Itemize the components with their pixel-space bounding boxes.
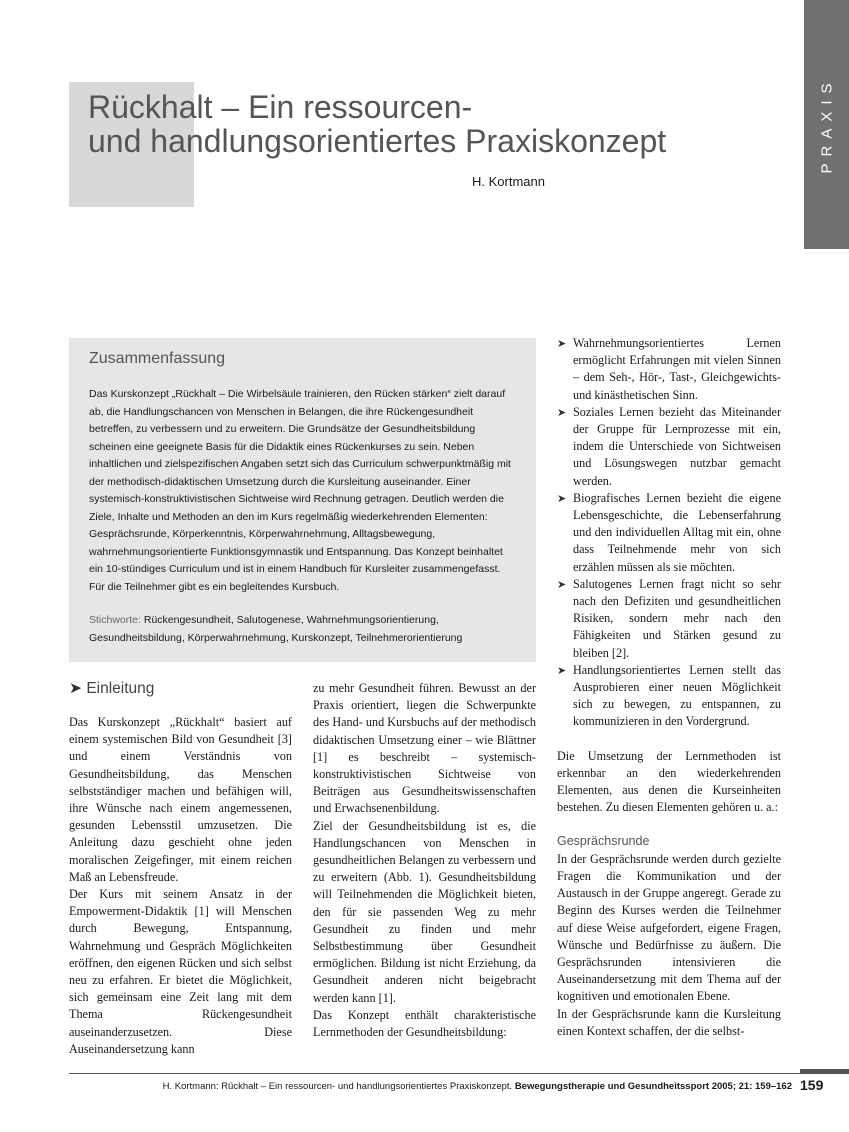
intro-paragraph-2: Der Kurs mit seinem Ansatz in der Empowerment-Didaktik [1] will Menschen durch Bewegung, Entspannung, Wahrnehmung und Gespräch Möglichkeiten eröffnen, den eigenen Rücken und sich selbst neu zu erfahren. Er bietet die Möglichkeit, sich gemeinsam eine Zeit lang mit dem Thema Rückengesundheit auseinanderzusetzen. Diese Auseinandersetzung kann <box>69 887 292 1056</box>
arrow-icon: ➤ <box>557 663 567 677</box>
footer-citation <box>69 1081 792 1092</box>
intro-paragraph-4: Ziel der Gesundheitsbildung ist es, die Handlungschancen von Menschen in gesundheitlichen Belangen zu verbessern und zu erweitern (Abb. 1). Gesundheitsbildung will Teilnehmenden die Möglichkeit bieten, den für sie passenden Weg zu mehr Gesundheit zu finden und mehr Selbstbestimmung über Gesundheit ermöglichen. Bildung ist nicht Erziehung, da Gesundheit anderen nicht beigebracht werden kann [1]. <box>313 818 536 1005</box>
methods-list <box>557 335 781 731</box>
footer-journal: Bewegungstherapie und Gesundheitssport 2005; 21: 159–162 <box>514 1081 792 1092</box>
intro-heading-text: Einleitung <box>86 680 155 697</box>
title-line-1: Rückhalt – Ein ressourcen- <box>88 89 473 125</box>
intro-paragraph-3: zu mehr Gesundheit führen. Bewusst an der Praxis orientiert, liegen die Schwerpunkte des Hand- und Kursbuchs auf der methodisch didaktischen Umsetzung einer – wie Blättner [1] es beschreibt – systemisch-konstruktivistischen Sichtweise von Beiträgen aus Gesundheitswissenschaften und Erwachsenenbildung. <box>313 681 536 816</box>
author: H. Kortmann <box>472 174 545 189</box>
section-tab-label: PRAXIS <box>818 76 835 174</box>
abstract-box <box>69 338 536 662</box>
gespraech-paragraph-1: In der Gesprächsrunde werden durch gezielte Fragen die Kommunikation und der Austausch in der Gruppe angeregt. Gerade zu Beginn des Kurses werden die Teilnehmer auf diese Weise aufgefordert, eigene Fragen, Wünsche und Bedürfnisse zu äußern. Die Gesprächsrunden intensivieren die Auseinandersetzung mit dem Thema auf der kognitiven und emotionalen Ebene. <box>557 851 781 1004</box>
arrow-icon: ➤ <box>69 679 82 697</box>
list-item: ➤ Wahrnehmungsorientiertes Lernen ermöglicht Erfahrungen mit vielen Sinnen – dem Seh-, Hör-, Tast-, Gleichgewichts- und kinästhetischen Sinn. <box>557 336 781 402</box>
footer-citation-text: H. Kortmann: Rückhalt – Ein ressourcen- und handlungsorientiertes Praxiskonzept. <box>162 1081 513 1092</box>
column-3 <box>557 335 781 1040</box>
keywords-label: Stichworte: <box>89 614 141 626</box>
gespraech-heading: Gesprächsrunde <box>557 834 650 849</box>
gespraech-paragraph-2: In der Gesprächsrunde kann die Kursleitung einen Kontext schaffen, der die selbst- <box>557 1006 781 1038</box>
arrow-icon: ➤ <box>557 491 567 505</box>
intro-paragraph-5: Das Konzept enthält charakteristische Lernmethoden der Gesundheitsbildung: <box>313 1007 536 1040</box>
abstract-heading: Zusammenfassung <box>89 350 226 367</box>
list-item: ➤ Soziales Lernen bezieht das Miteinander der Gruppe für Lernprozesse mit ein, indem die Unterschiede von Sichtweisen und Lösungswegen nutzbar gemacht werden. <box>557 404 781 488</box>
column-1 <box>69 680 292 1058</box>
page-number: 159 <box>800 1077 824 1093</box>
arrow-icon: ➤ <box>557 405 567 419</box>
abstract-body: Das Kurskonzept „Rückhalt – Die Wirbelsäule trainieren, den Rücken stärken“ zielt darauf ab, die Handlungschancen von Menschen in Belangen, die ihre Rückengesundheit betreffen, zu verbessern und zu erweitern. Die Grundsätze der Gesundheitsbildung scheinen eine geeignete Basis für die Didaktik eines Rückenkurses zu sein. Neben inhaltlichen und zielspezifischen Angaben setzt sich das Curriculum schwerpunktmäßig mit der methodisch-didaktischen Umsetzung durch die Kursleitung auseinander. Einer systemisch-konstruktivistischen Sichtweise wird Rechnung getragen. Deutlich werden die Ziele, Inhalte und Methoden an den im Kurs regelmäßig wiederkehrenden Elementen: Gesprächsrunde, Körperkenntnis, Körperwahrnehmung, Alltagsbewegung, wahrnehmungsorientierte Funktionsgymnastik und Entspannung. Das Konzept beinhaltet ein 10-stündiges Curriculum und ist in einem Handbuch für Kursleiter zusammengefasst. Für die Teilnehmer gibt es ein begleitendes Kursbuch. <box>89 388 511 593</box>
column-2 <box>313 680 536 1041</box>
section-tab <box>804 0 849 249</box>
list-item: ➤ Biografisches Lernen bezieht die eigene Lebensgeschichte, die Lebenserfahrung und den individuellen Alltag mit ein, ohne dass Teilnehmende mehr von sich erzählen müssen als sie möchten. <box>557 490 781 574</box>
intro-heading <box>69 680 292 697</box>
arrow-icon: ➤ <box>557 577 567 591</box>
arrow-icon: ➤ <box>557 337 567 350</box>
list-item: ➤ Salutogenes Lernen fragt nicht so sehr nach den Defiziten und gesundheitlichen Risiken, sondern mehr nach den Fähigkeiten und Stärken gesund zu bleiben [2]. <box>557 576 781 660</box>
footer-rule <box>69 1073 849 1074</box>
article-title <box>88 90 666 158</box>
keywords <box>89 612 517 647</box>
title-line-2: und handlungsorientiertes Praxiskonzept <box>88 123 667 159</box>
list-item: ➤ Handlungsorientiertes Lernen stellt das Ausprobieren einer neuen Möglichkeit sich zu bewegen, zu entspannen, zu kommunizieren in den Vordergrund. <box>557 662 781 729</box>
footer-page-marker <box>800 1069 849 1074</box>
keywords-text: Rückengesundheit, Salutogenese, Wahrnehmungsorientierung, Gesundheitsbildung, Körperwahrnehmung, Kurskonzept, Teilnehmerorientierung <box>89 614 463 644</box>
methods-summary: Die Umsetzung der Lernmethoden ist erkennbar an den wiederkehrenden Elementen, aus denen die Kurseinheiten bestehen. Zu diesen Elementen gehören u. a.: <box>557 748 781 815</box>
intro-paragraph-1: Das Kurskonzept „Rückhalt“ basiert auf einem systemischen Bild von Gesundheit [3] und einem Verständnis von Gesundheitsbildung, das Menschen selbstständiger machen und befähigen will, ihre Wünsche nach einem angemessenen, gesunden Lebensstil umzusetzen. Die Anleitung dazu geschieht ohne jeden moralischen Zeigefinger, mit einem reichen Maß an Lebensfreude. <box>69 715 292 884</box>
